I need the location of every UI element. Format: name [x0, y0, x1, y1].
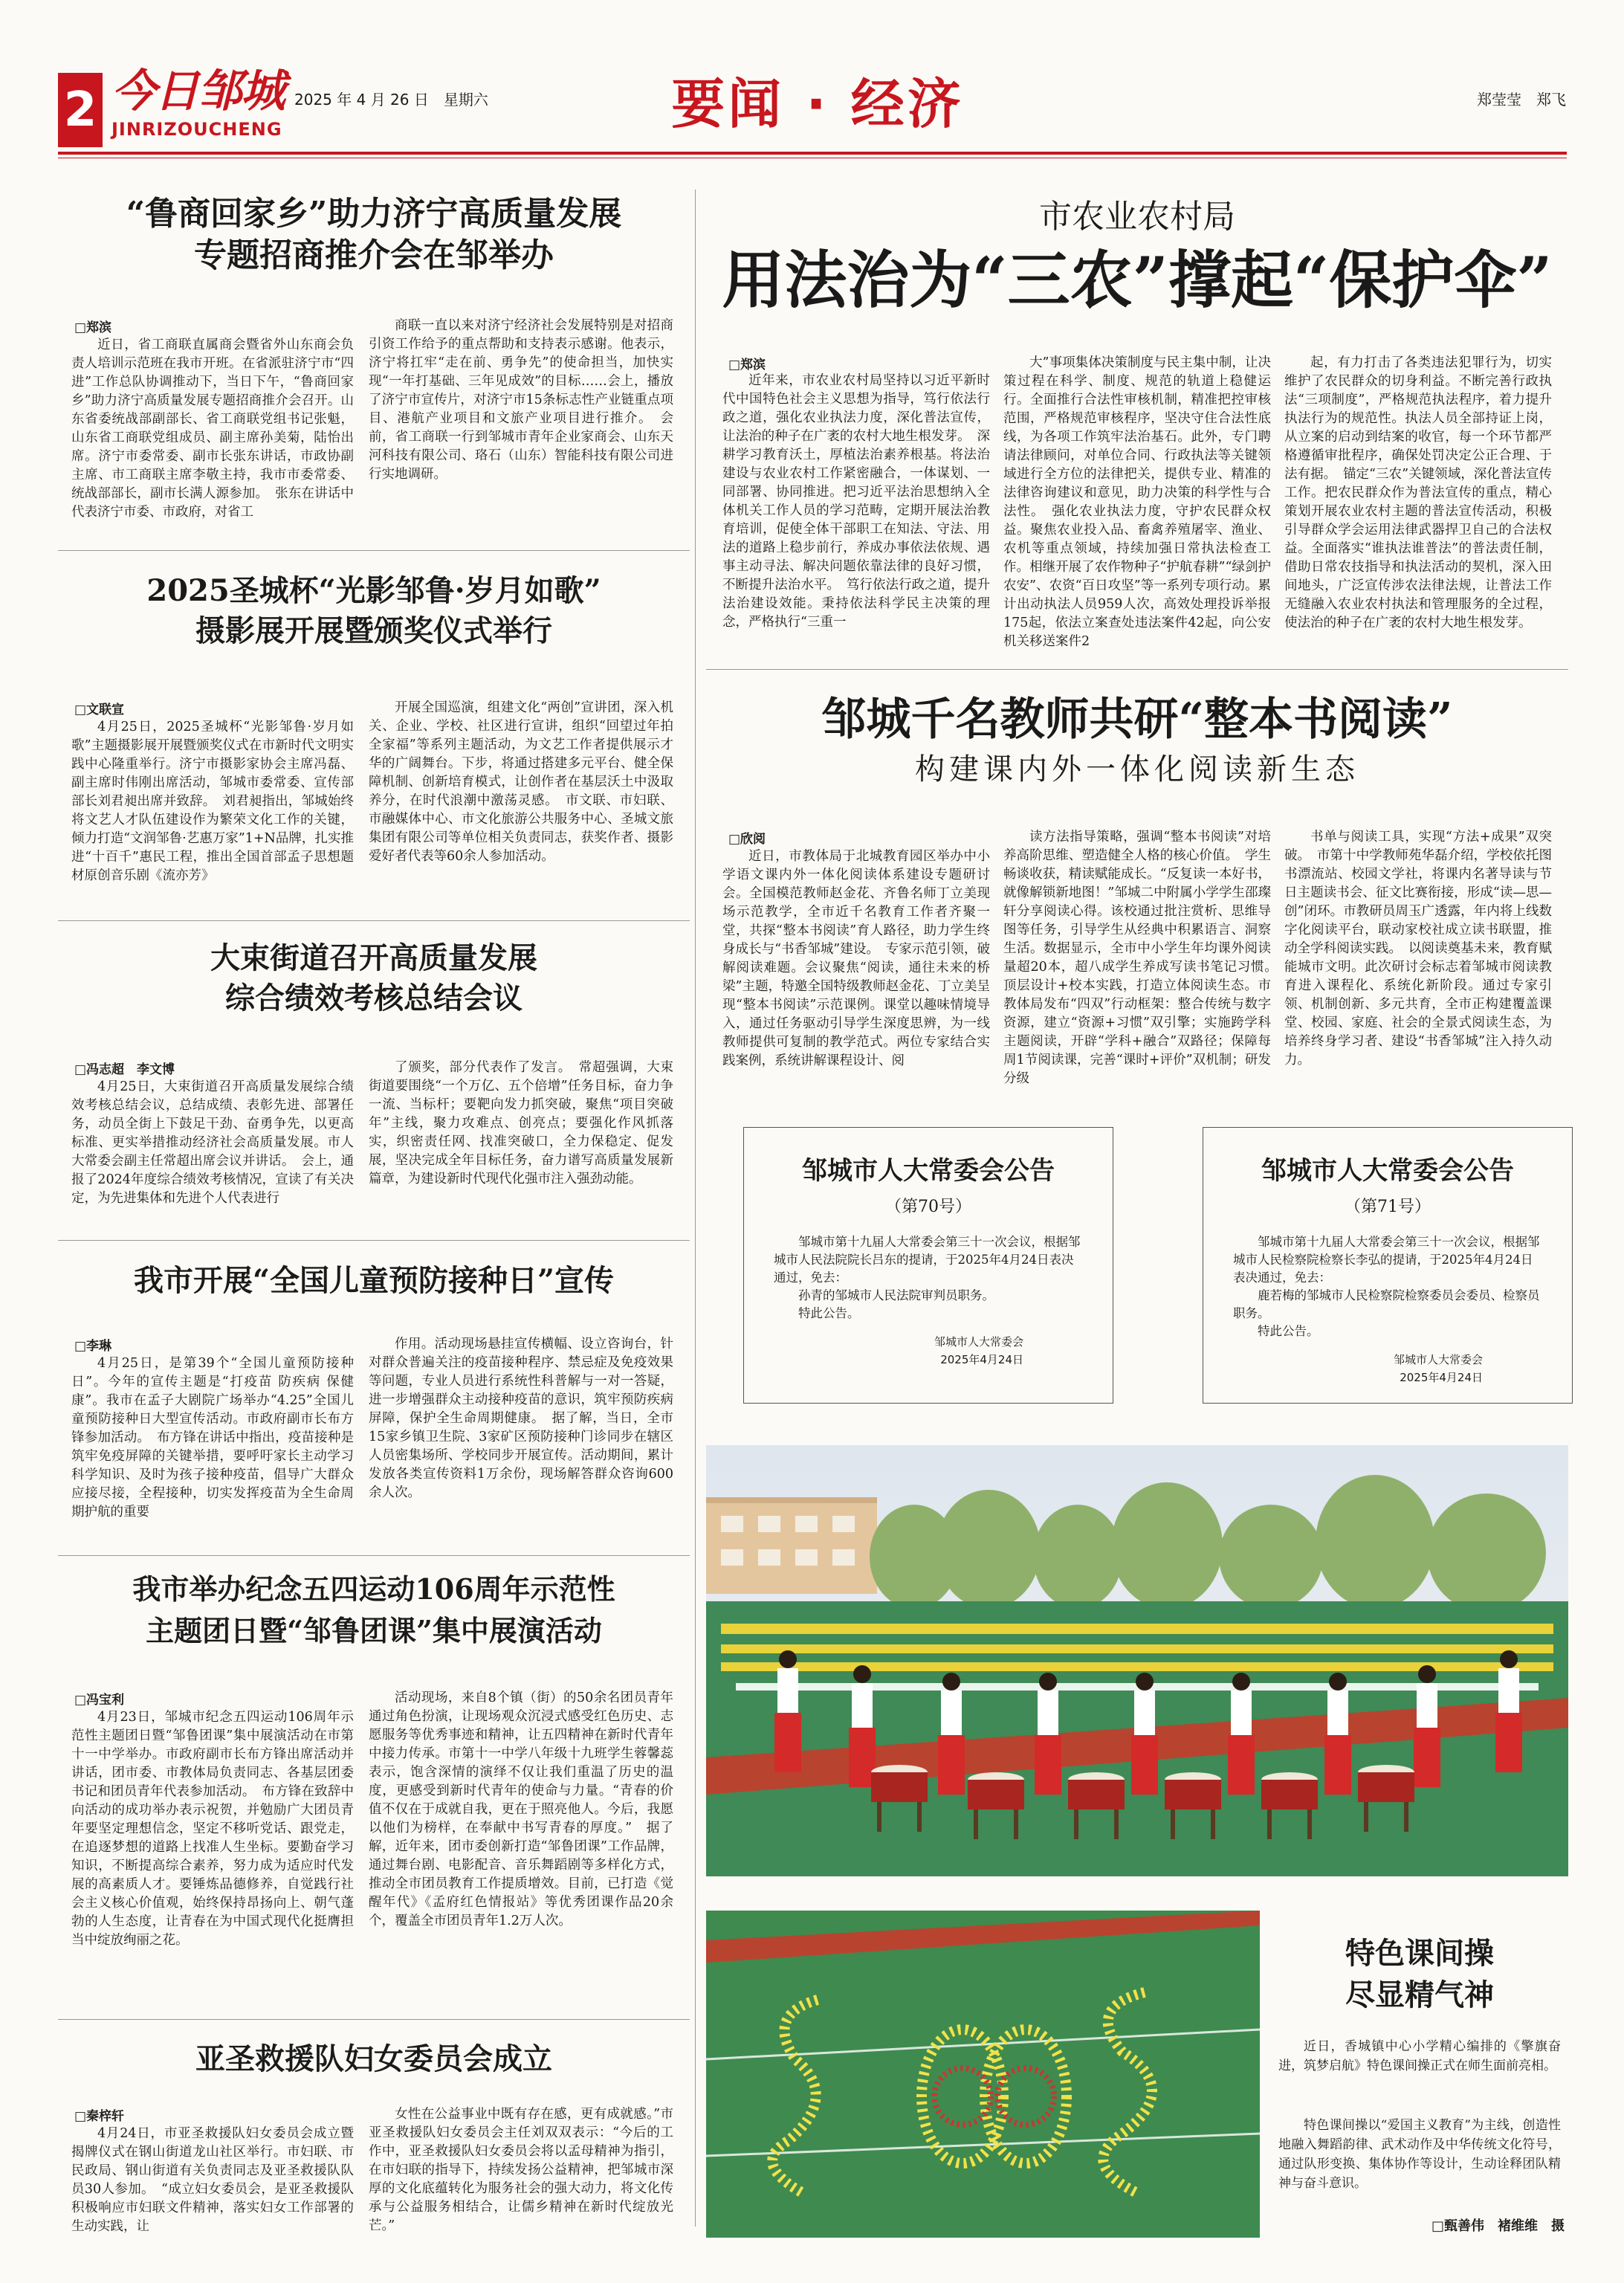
notice-number: （第71号） — [1345, 1198, 1431, 1216]
article-body: 4月25日，2025圣城杯“光影邹鲁·岁月如歌”主题摄影展开展暨颁奖仪式在市新时代文明实践中心隆重举行。济宁市摄影家协会主席冯磊、副主席时伟刚出席活动，邹城市委常委、宣传部部长刘君昶出席并致辞。 刘君昶指出，邹城始终将文艺人才队伍建设作为繁荣文化工作的关键，倾力打造“文润邹鲁·艺惠万家”1+N品牌，扎实推进“十百千”惠民工程，推出全国首部孟子思想题材原创音乐剧《流亦芳》 — [71, 720, 354, 883]
performance-photo — [706, 1445, 1568, 1876]
article-byline: □李琳 — [74, 1339, 112, 1354]
header-rule — [58, 152, 1567, 155]
article-body: 作用。活动现场悬挂宣传横幅、设立咨询台，针对群众普遍关注的疫苗接种程序、禁忌症及免疫效果等问题，专业人员进行系统性科普解与一对一答疑，进一步增强群众主动接种疫苗的意识，筑牢预防疾病屏障，保护全生命周期健康。 据了解，当日，全市15家乡镇卫生院、3家矿区预防接种门诊同步在辖区人员密集场所、学校同步开展宣传。活动期间，累计发放各类宣传资料1万余份，现场解答群众咨询600余人次。 — [369, 1337, 673, 1500]
article-byline: □文联宣 — [74, 703, 125, 717]
article-title: 专题招商推介会在邹举办 — [194, 236, 554, 274]
notice-body: 特此公告。 — [1258, 1324, 1319, 1338]
article-body: 4月23日，邹城市纪念五四运动106周年示范性主题团日暨“邹鲁团课”集中展演活动在市第十一中学举办。市政府副市长布方锋出席活动并讲话，团市委、市教体局负责同志、各基层团委书记和团员青年代表参加活动。 布方锋在致辞中向活动的成功举办表示祝贺，并勉励广大团员青年要坚定理想信念，坚定不移听党话、跟党走，在追逐梦想的道路上找准人生坐标。要勤奋学习知识，不断提高综合素养，努力成为适应时代发展的高素质人才。要锤炼品德修养，自觉践行社会主义核心价值观，始终保持昂扬向上、朝气蓬勃的人生态度，让青春在为中国式现代化挺膺担当中绽放绚丽之花。 — [71, 1710, 354, 1948]
article-separator — [58, 1240, 690, 1241]
article-separator — [58, 920, 690, 921]
article-byline: □冯宝利 — [74, 1693, 125, 1708]
article-separator — [58, 1555, 690, 1556]
article-title: 我市举办纪念五四运动106周年示范性 — [132, 1572, 615, 1606]
article-title: “鲁商回家乡”助力济宁高质量发展 — [126, 195, 622, 233]
page-number: 2 — [58, 73, 103, 147]
lead-kicker: 市农业农村局 — [1039, 198, 1235, 236]
notice-body: 邹城市第十九届人大常委会第三十一次会议，根据邹城市人民检察院检察长李弘的提请，于2025年4月24日表决通过，免去： — [1233, 1235, 1540, 1285]
notice-signature: 邹城市人大常委会 — [1393, 1353, 1483, 1366]
article-title: 我市开展“全国儿童预防接种日”宣传 — [133, 1263, 614, 1298]
article-body: 大”事项集体决策制度与民主集中制，让决策过程在科学、制度、规范的轨道上稳健运行。全面推行合法性审核机制，精准把控审核范围，严格规范审核程序，坚决守住合法性底线，为各项工作筑牢法治基石。此外，专门聘请法律顾问，对单位合同、行政执法等关键领域进行全方位的法律把关，提供专业、精准的法律咨询建议和意见，助力决策的科学性与合法性。 强化农业执法力度，守护农民群众权益。聚焦农业投入品、畜禽养殖屠宰、渔业、农机等重点领域，持续加强日常执法检查工作。相继开展了农作物种子“护航春耕”“绿剑护农安”、农资“百日攻坚”等一系列专项行动。累计出动执法人员959人次，高效处理投诉举报175起，依法立案查处违法案件42起，向公安机关移送案件2 — [1003, 355, 1271, 649]
photo-caption: 特色课间操以“爱国主义教育”为主线，创造性地融入舞蹈韵律、武术动作及中华传统文化符号，通过队形变换、集体协作等设计，生动诠释团队精神与奋斗意识。 — [1278, 2118, 1561, 2191]
article-title: 主题团日暨“邹鲁团课”集中展演活动 — [146, 1614, 602, 1647]
article-body: 近日，省工商联直属商会暨省外山东商会负责人培训示范班在我市开班。在省派驻济宁市“四进”工作总队协调推动下，当日下午，“鲁商回家乡”助力济宁高质量发展专题招商推介会召开。山东省委统战部副部长、省工商联党组书记张魁，山东省工商联党组成员、副主席孙美菊，陆怡出席。济宁市委常委、副市长张东讲话，市政协副主席、市工商联主席李敬主持，我市市委常委、统战部部长，副市长满人源参加。 张东在讲话中代表济宁市委、市政府，对省工 — [71, 338, 354, 520]
article-title: 大束街道召开高质量发展 — [210, 940, 537, 975]
article-body: 了颁奖，部分代表作了发言。 常超强调，大束街道要围绕“一个万亿、五个倍增”任务目标，奋力争一流、当标杆；要靶向发力抓突破，聚焦“项目突破年”主线，聚力攻难点、创亮点；要强化作风抓落实，织密责任网、找准突破口，全力保稳定、促发展，坚决完成全年目标任务，奋力谱写高质量发展新篇章，为建设新时代现代化强市注入强劲动能。 — [369, 1060, 673, 1186]
notice-body: 特此公告。 — [798, 1306, 860, 1320]
article-body: 书单与阅读工具，实现“方法+成果”双突破。 市第十中学教师苑华磊介绍，学校依托图书漂流站、校园文学社，将课内名著导读与节日主题读书会、征文比赛衔接，形成“读—思—创”闭环。市教研员周玉广透露，年内将上线数字化阅读平台，联动家校社成立读书联盟，推动全学科阅读实践。 以阅读奠基未来，教育赋能城市文明。此次研讨会标志着邹城市阅读教育进入课程化、系统化新阶段。通过专家引领、机制创新、多元共育，全市正构建覆盖课堂、校园、家庭、社会的全景式阅读生态，为培养终身学习者、建设“书香邹城”注入持久动力。 — [1284, 830, 1552, 1068]
article-body: 4月25日，是第39个“全国儿童预防接种日”。今年的宣传主题是“打疫苗 防疾病 保健康”。我市在孟子大剧院广场举办“4.25”全国儿童预防接种日大型宣传活动。市政府副市长布方锋参加活动。 布方锋在讲话中指出，疫苗接种是筑牢免疫屏障的关键举措，要呼吁家长主动学习科学知识、及时为孩子接种疫苗，倡导广大群众应接尽接，全程接种，切实发挥疫苗为全生命周期护航的重要 — [71, 1356, 354, 1520]
article-body: 近日，市教体局于北城教育园区举办中小学语文课内外一体化阅读体系建设专题研讨会。全国模范教师赵金花、齐鲁名师丁立美现场示范教学，全市近千名教育工作者齐聚一堂，共探“整本书阅读”育人路径，助力学生终身成长与“书香邹城”建设。 专家示范引领，破解阅读难题。会议聚焦“阅读，通往未来的桥梁”主题，特邀全国特级教师赵金花、丁立美呈现“整本书阅读”示范课例。课堂以趣味情境导入，通过任务驱动引导学生深度思辨，为一线教师提供可复制的教学范式。两位专家结合实践案例，系统讲解课程设计、阅 — [722, 849, 990, 1068]
notice-date: 2025年4月24日 — [940, 1353, 1023, 1366]
article-separator — [706, 669, 1568, 670]
newspaper-logo: 今日邹城 — [111, 65, 284, 117]
article-body: 近年来，市农业农村局坚持以习近平新时代中国特色社会主义思想为指导，笃行依法行政之道，强化农业执法力度，深化普法宣传，让法治的种子在广袤的农村大地生根发芽。 深耕学习教育沃土，厚植法治素养根基。将法治建设与农业农村工作紧密融合，一体谋划、一同部署、协同推进。把习近平法治思想纳入全体机关工作人员的学习范畴，定期开展法治教育培训，促使全体干部职工在知法、守法、用法的道路上稳步前行，养成办事依法依规、遇事主动寻法、解决问题依靠法律的良好习惯，不断提升法治水平。 笃行依法行政之道，提升法治建设效能。秉持依法科学民主决策的理念，严格执行“三重一 — [722, 373, 990, 630]
article-byline: □秦梓轩 — [74, 2109, 125, 2124]
notice-signature: 邹城市人大常委会 — [934, 1335, 1023, 1349]
photo-title: 特色课间操 — [1345, 1936, 1494, 1971]
article-byline: □郑滨 — [728, 358, 766, 372]
photo-credit: □甄善伟 褚维维 摄 — [1431, 2218, 1565, 2234]
article-body: 读方法指导策略，强调“整本书阅读”对培养高阶思维、塑造健全人格的核心价值。 学生畅谈收获，精读赋能成长。“反复读一本好书，就像解锁新地图！”邹城二中附属小学学生邵璨轩分享阅读心得。该校通过批注赏析、思维导图等任务，引导学生从经典中积累语言、洞察生活。数据显示，全市中小学生年均课外阅读量超20本，超八成学生养成写读书笔记习惯。 顶层设计+校本实践，打造立体阅读生态。市教体局发布“四双”行动框架：整合传统与数字资源，建立“资源+习惯”双引擎；实施跨学科主题阅读，开辟“学科+融合”双路径；保障每周1节阅读课，完善“课时+评价”双机制；研发分级 — [1003, 830, 1284, 1086]
notice-body: 孙青的邹城市人民法院审判员职务。 — [798, 1288, 994, 1302]
article-body: 起，有力打击了各类违法犯罪行为，切实维护了农民群众的切身利益。不断完善行政执法“三项制度”，严格规范执法程序，着力提升执法行为的规范性。执法人员全部持证上岗，从立案的启动到结案的收官，每一个环节都严格遵循审批程序，确保处罚决定公正合理、于法有据。 锚定“三农”关键领域，深化普法宣传工作。把农民群众作为普法宣传的重点，精心策划开展农业农村主题的普法宣传活动，积极引导群众学会运用法律武器捍卫自己的合法权益。全面落实“谁执法谁普法”的普法责任制，借助日常农技指导和执法活动的契机，深入田间地头，广泛宣传涉农法律法规，让普法工作无缝融入农业农村执法和管理服务的全过程，使法治的种子在广袤的农村大地生根发芽。 — [1284, 355, 1552, 630]
article-title: 邹城千名教师共研“整本书阅读” — [821, 694, 1453, 746]
article-byline: □冯志超 李文博 — [74, 1062, 175, 1077]
article-byline: □欣阅 — [728, 832, 766, 847]
article-body: 女性在公益事业中既有存在感，更有成就感。”市亚圣救援队妇女委员会主任刘双双表示：“今后的工作中，亚圣救援队妇女委员会将以孟母精神为指引，在市妇联的指导下，持续发扬公益精神，把邹城市深厚的文化底蕴转化为服务社会的强大动力，将文化传承与公益服务相结合，让儒乡精神在新时代绽放光芒。” — [369, 2107, 673, 2233]
article-byline: □郑滨 — [74, 320, 112, 335]
article-separator — [58, 2019, 690, 2020]
notice-number: （第70号） — [885, 1198, 971, 1216]
notice-body: 邹城市第十九届人大常委会第三十一次会议，根据邹城市人民法院院长吕东的提请，于2025年4月24日表决通过，免去： — [774, 1235, 1081, 1285]
notice-body: 鹿若梅的邹城市人民检察院检察委员会委员、检察员职务。 — [1233, 1288, 1540, 1320]
notice-no70 — [743, 1127, 1113, 1404]
article-title: 摄影展开展暨颁奖仪式举行 — [195, 613, 552, 648]
notice-no71 — [1203, 1127, 1573, 1404]
article-title: 亚圣救援队妇女委员会成立 — [195, 2041, 552, 2076]
article-body: 商联一直以来对济宁经济社会发展特别是对招商引资工作给予的重点帮助和支持表示感谢。他表示，济宁将扛牢“走在前、勇争先”的使命担当，加快实现“一年打基础、三年见成效”的目标……会上，播放了济宁市宣传片，对济宁市15条标志性产业链重点项目、港航产业项目和文旅产业项目进行推介。 会前，省工商联一行到邹城市青年企业家商会、山东天河科技有限公司、珞石（山东）智能科技有限公司进行实地调研。 — [369, 318, 673, 482]
article-body: 活动现场，来自8个镇（街）的50余名团员青年通过角色扮演，让现场观众沉浸式感受红色历史、志愿服务等优秀事迹和精神，让五四精神在新时代青年中接力传承。市第十一中学八年级十九班学生蓉馨蕊表示，饱含深情的演绎不仅让我们重温了历史的温度，更感受到新时代青年的使命与力量。“青春的价值不仅在于成就自我，更在于照亮他人。今后，我愿以他们为榜样，在奉献中书写青春的厚度。” 据了解，近年来，团市委创新打造“邹鲁团课”工作品牌，通过舞台剧、电影配音、音乐舞蹈剧等多样化方式，推动全市团员教育工作提质增效。目前，已打造《觉醒年代》《孟府红色情报站》等优秀团课作品20余个，覆盖全市团员青年1.2万人次。 — [369, 1691, 673, 1928]
notice-title: 邹城市人大常委会公告 — [1261, 1156, 1514, 1186]
formation-photo — [706, 1911, 1260, 2238]
article-title: 2025圣城杯“光影邹鲁·岁月如歌” — [146, 573, 601, 608]
issue-date: 2025 年 4 月 26 日 星期六 — [294, 91, 488, 109]
article-subtitle: 构建课内外一体化阅读新生态 — [915, 752, 1359, 787]
photo-title: 尽显精气神 — [1345, 1977, 1494, 2012]
newspaper-logo-pinyin: JINRIZOUCHENG — [111, 119, 282, 140]
notice-title: 邹城市人大常委会公告 — [802, 1156, 1055, 1186]
photo-caption: 近日，香城镇中心小学精心编排的《擎旗奋进，筑梦启航》特色课间操正式在师生面前亮相。 — [1278, 2039, 1561, 2073]
lead-title: 用法治为“三农”撑起“保护伞” — [722, 243, 1553, 317]
article-body: 开展全国巡演，组建文化“两创”宣讲团，深入机关、企业、学校、社区进行宣讲，组织“回望过年拍全家福”等系列主题活动，为文艺工作者提供展示才华的广阔舞台。下步，将通过搭建多元平台、健全保障机制、创新培育模式，让创作者在基层沃土中汲取养分，在时代浪潮中激荡灵感。 市文联、市妇联、市融媒体中心、市文化旅游公共服务中心、圣城文旅集团有限公司等单位相关负责同志，获奖作者、摄影爱好者代表等60余人参加活动。 — [369, 700, 673, 864]
editors: 郑莹莹 郑飞 — [1477, 91, 1566, 109]
article-title: 综合绩效考核总结会议 — [225, 981, 523, 1015]
article-separator — [58, 550, 690, 551]
article-body: 4月25日，大束街道召开高质量发展综合绩效考核总结会议，总结成绩、表彰先进、部署任务，动员全街上下鼓足干劲、奋勇争先，以更高标准、更实举措推动经济社会高质量发展。市人大常委会副主任常超出席会议并讲话。 会上，通报了2024年度综合绩效考核情况，宣读了有关决定，为先进集体和先进个人代表进行 — [71, 1079, 354, 1206]
article-body: 4月24日，市亚圣救援队妇女委员会成立暨揭牌仪式在钢山街道龙山社区举行。市妇联、市民政局、钢山街道有关负责同志及亚圣救援队队员30人参加。 “成立妇女委员会，是亚圣救援队积极响应市妇联文件精神，落实妇女工作部署的生动实践，让 — [71, 2126, 354, 2234]
section-title: 要闻 · 经济 — [671, 73, 964, 135]
column-divider — [695, 190, 696, 2227]
notice-date: 2025年4月24日 — [1400, 1371, 1483, 1384]
